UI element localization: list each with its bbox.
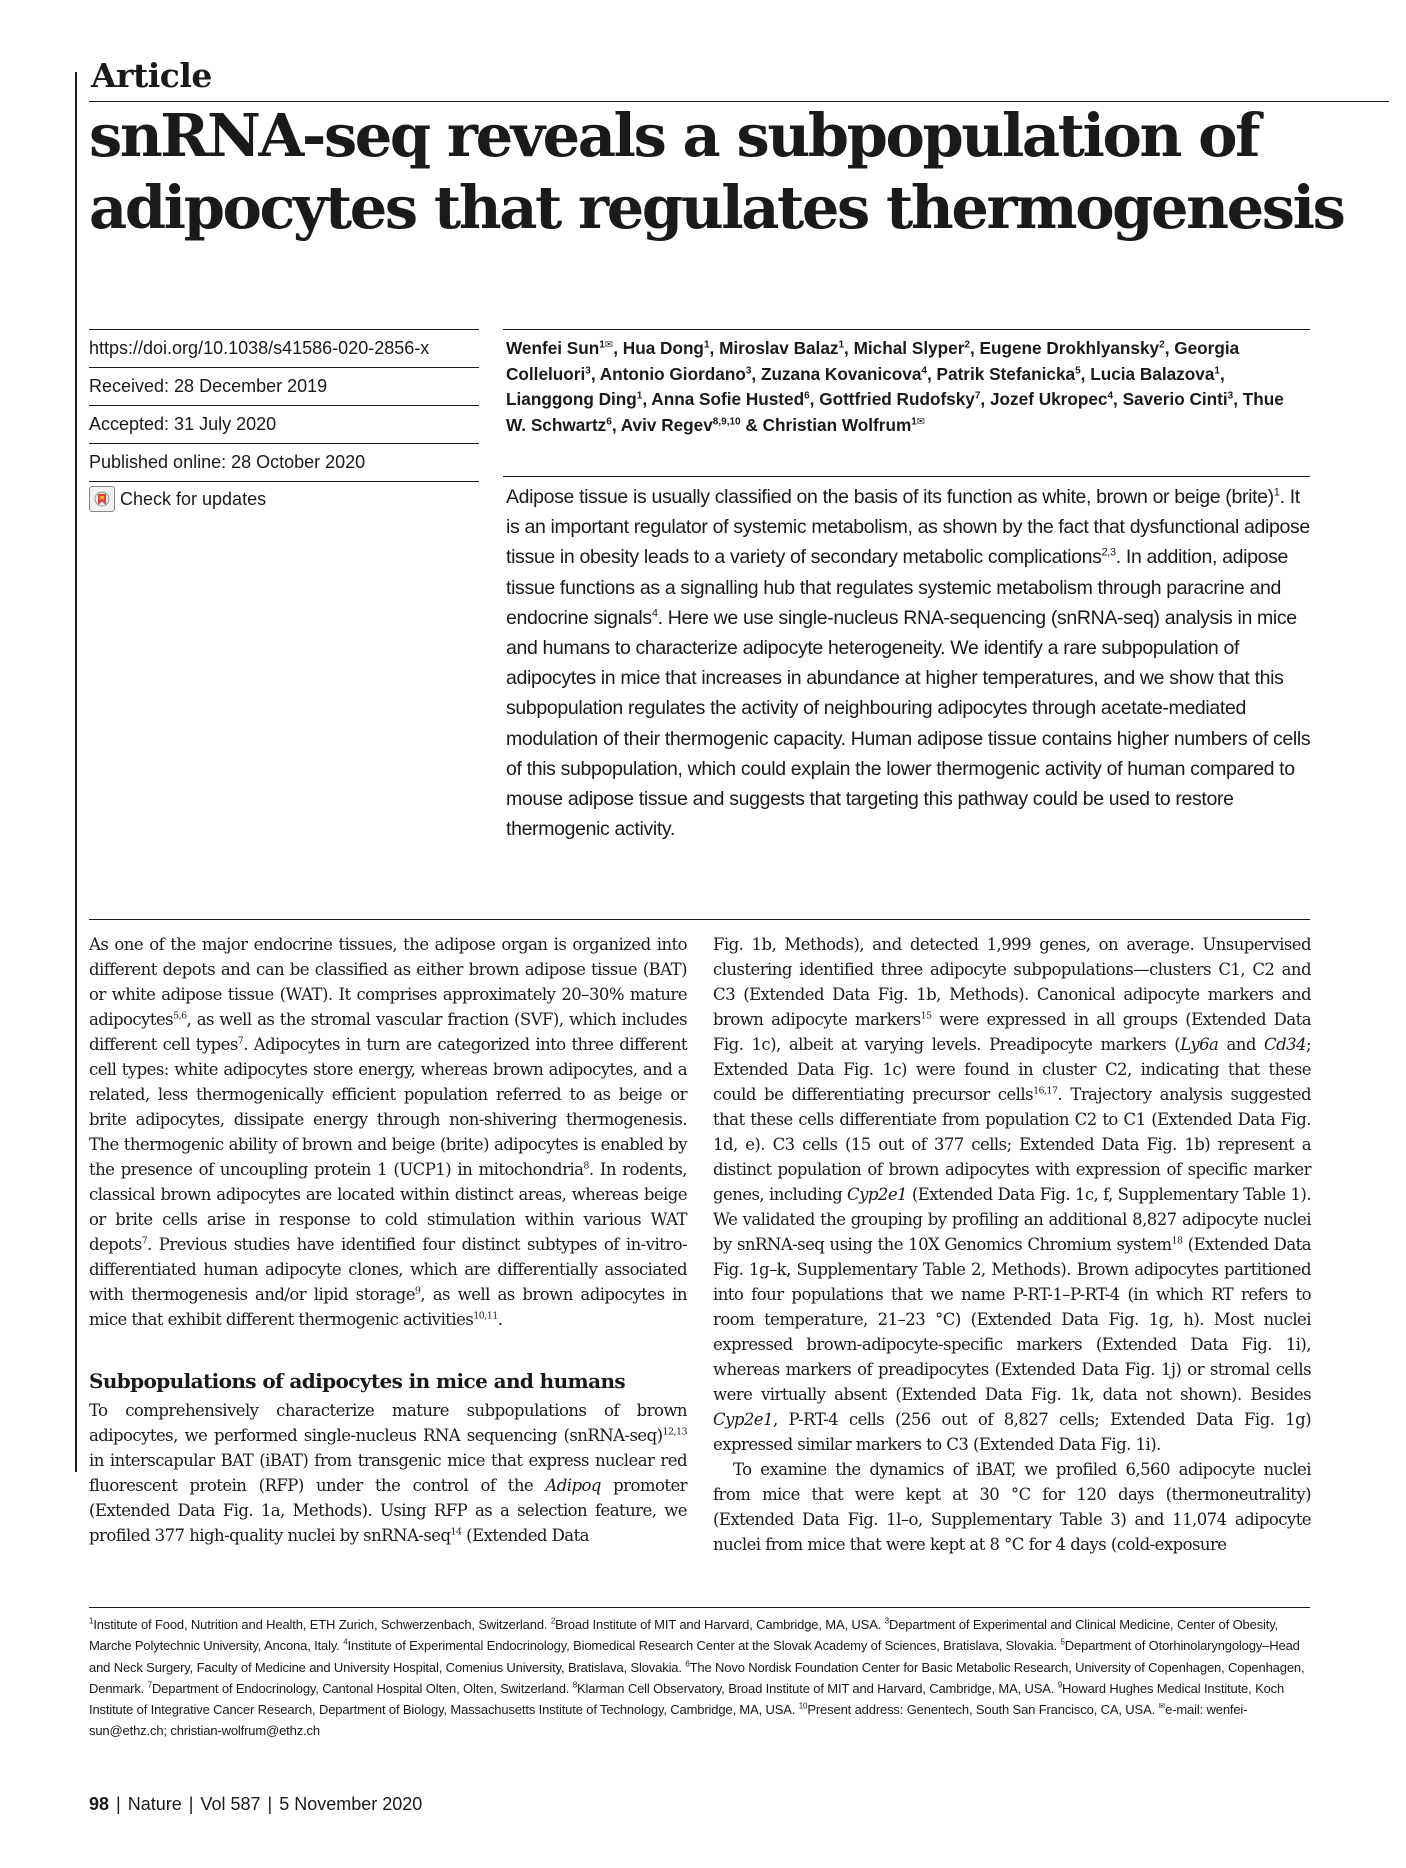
author-name: Lianggong Ding xyxy=(506,389,637,409)
text-run: Adipose tissue is usually classified on the basis of its function as white, brown or beige (brite) xyxy=(506,486,1274,508)
text-run: Broad Institute of MIT and Harvard, Cambridge, MA, USA. xyxy=(555,1617,885,1632)
citation-ref: 18 xyxy=(1171,1235,1183,1247)
text-run: in interscapular BAT (iBAT) from transgenic mice that express nuclear red fluorescent protein (RFP) under the control of the xyxy=(89,1451,687,1495)
section-heading: Subpopulations of adipocytes in mice and humans xyxy=(89,1369,626,1393)
citation-ref: 7 xyxy=(141,1235,148,1247)
text-run: . Trajectory analysis suggested that these cells differentiate from population C2 to C1 (Extended Data Fig. 1d, e). C3 cells (15 out of 377 cells; Extended Data Fig. 1b) represent a distinct population of brown adipocytes with expression of specific marker genes, including xyxy=(713,1085,1312,1204)
citation-ref: 8 xyxy=(583,1160,589,1172)
author-affiliation-ref: 4 xyxy=(1107,390,1114,402)
authors-rule xyxy=(503,329,1310,330)
text-run: . Previous studies have identified four distinct subtypes of in-vitro-differentiated human adipocyte clones, which are differentially associated with thermogenesis and/or lipid storage xyxy=(89,1235,687,1304)
text-run: Department of Endocrinology, Cantonal Hospital Olten, Olten, Switzerland. xyxy=(151,1680,573,1696)
citation-ref: 14 xyxy=(450,1526,462,1538)
author[interactable] xyxy=(937,364,1081,384)
author[interactable] xyxy=(1090,364,1220,384)
citation-ref: 8 xyxy=(572,1680,578,1690)
author[interactable] xyxy=(854,338,970,358)
author-name: Thue W. Schwartz xyxy=(506,389,1284,435)
dynamics-paragraph xyxy=(713,1457,1311,1557)
page-number: 98 xyxy=(89,1794,110,1814)
author-affiliation-ref: 5 xyxy=(1075,364,1081,376)
author-list: Wenfei Sun$^{1✉}$, Hua Dong$^1$, Miroslav Balaz$^1$, Michal Slyper$^2$, Eugene Drokhlyansky$^2$, Georgia Colleluori$^3$, Antonio Giordano$^3$, Zuzana Kovanicova$^4$, Patrik Stefanicka$^5$, Lucia Balazova$^1$, Lianggong Ding$^1$, Anna Sofie Husted$^6$, Gottfried Rudofsky$^7$, Jozef Ukropec$^4$, Saverio Cinti$^3$, Thue W. Schwartz$^6$, Aviv Regev$^{8,9,10}$ & Christian Wolfrum$^{1✉}$ xyxy=(506,338,1284,435)
citation-ref: 1 xyxy=(1273,486,1280,499)
continued-paragraph xyxy=(713,932,1311,1457)
author-conjunction: & xyxy=(745,414,758,435)
author[interactable] xyxy=(980,338,1165,358)
author-name: Wenfei Sun xyxy=(506,338,600,358)
text-run: , as well as the stromal vascular fraction (SVF), which includes different cell types xyxy=(89,1010,687,1054)
text-run: . Here we use single-nucleus RNA-sequencing (snRNA-seq) analysis in mice and humans to characterize adipocyte heterogeneity. We identify a rare subpopulation of adipocytes in mice that increases in abundance at higher temperatures, and we show that this subpopulation regulates the activity of neighbouring adipocytes through acetate-mediated modulation of their thermogenic capacity. Human adipose tissue contains higher numbers of cells of this subpopulation, which could explain the lower thermogenic activity of human compared to mouse adipose tissue and suggests that targeting this pathway could be used to restore thermogenic activity. xyxy=(506,606,1311,841)
author-affiliation-ref: 3 xyxy=(1227,390,1234,402)
author-affiliation-ref: 3 xyxy=(585,364,591,376)
author-name: Anna Sofie Husted xyxy=(651,389,805,409)
page-footer: 98 | Nature | Vol 587 | 5 November 2020 xyxy=(89,1794,423,1814)
article-type-label: Article xyxy=(91,56,212,95)
citation-ref: 9 xyxy=(414,1285,421,1297)
text-run: . xyxy=(497,1310,503,1329)
text-run: Klarman Cell Observatory, Broad Institute of MIT and Harvard, Cambridge, MA, USA. xyxy=(577,1680,1058,1696)
author-name: Eugene Drokhlyansky xyxy=(979,338,1160,358)
text-run: e-mail: wenfei-sun@ethz.ch; christian-wolfrum@ethz.ch xyxy=(89,1702,1248,1739)
author-affiliation-ref: 1✉ xyxy=(599,339,614,351)
main-text-column-2 xyxy=(713,932,1311,1557)
author-name: Saverio Cinti xyxy=(1122,389,1228,409)
text-run: To comprehensively characterize mature subpopulations of brown adipocytes, we performed single-nucleus RNA sequencing (snRNA-seq) xyxy=(89,1401,687,1445)
text-run: ; Extended Data Fig. 1c) were found in cluster C2, indicating that these could be differentiating precursor cells xyxy=(713,1035,1311,1104)
author[interactable] xyxy=(651,389,809,409)
gene-name: Cd34 xyxy=(1264,1035,1306,1054)
author-name: Michal Slyper xyxy=(853,338,965,358)
citation-ref: 10,11 xyxy=(473,1310,498,1322)
text-run: promoter (Extended Data Fig. 1a, Methods). Using RFP as a selection feature, we profiled 377 high-quality nuclei by snRNA-seq xyxy=(89,1476,687,1545)
main-text-column-1 xyxy=(89,932,687,1548)
journal-name: Nature xyxy=(127,1794,182,1814)
author-affiliation-ref: 4 xyxy=(921,364,927,376)
gene-name: Ly6a xyxy=(1180,1035,1219,1054)
author[interactable] xyxy=(990,389,1113,409)
citation-ref: 6 xyxy=(685,1659,690,1669)
text-run: As one of the major endocrine tissues, the adipose organ is organized into different depots and can be classified as either brown adipose tissue (BAT) or white adipose tissue (WAT). It comprises approximately 20–30% mature adipocytes xyxy=(89,935,687,1029)
author[interactable] xyxy=(761,364,927,384)
title-line-1: snRNA-seq reveals a subpopulation of xyxy=(89,101,1259,170)
author-name: Gottfried Rudofsky xyxy=(819,389,975,409)
text-run: (Extended Data Fig. 1c, f, Supplementary Table 1). We validated the grouping by profiling an additional 8,827 adipocyte nuclei by snRNA-seq using the 10X Genomics Chromium system xyxy=(713,1185,1312,1254)
issue-date: 5 November 2020 xyxy=(279,1794,423,1814)
author-name: Lucia Balazova xyxy=(1090,363,1215,384)
check-for-updates-label: Check for updates xyxy=(120,488,267,509)
received-date: Received: 28 December 2019 xyxy=(89,367,479,405)
author-affiliation-ref: 8,9,10 xyxy=(712,415,741,427)
citation-ref: 2,3 xyxy=(1101,546,1116,559)
author-affiliation-ref: 1 xyxy=(636,390,643,402)
author-affiliation-ref: 1 xyxy=(703,339,710,351)
text-run: (Extended Data Fig. 1g–k, Supplementary Table 2, Methods). Brown adipocytes partitioned into four populations that we name P-RT-1–P-RT-4 (in which RT refers to room temperature, 21–23 °C) (Extended Data Fig. 1g, h). Most nuclei expressed brown-adipocyte-specific markers (Extended Data Fig. 1i), whereas markers of preadipocytes (Extended Data Fig. 1j) or stromal cells were virtually absent (Extended Data Fig. 1k, data not shown). Besides xyxy=(713,1235,1311,1404)
article-title xyxy=(89,100,1349,244)
author-name: Zuzana Kovanicova xyxy=(760,363,922,384)
author-affiliation-ref: 6 xyxy=(606,415,612,427)
text-run: . Adipocytes in turn are categorized into three different cell types: white adipocytes store energy, whereas brown adipocytes, and a related, less thermogenically efficient population referred to as beige or brite adipocytes, dissipate energy through non-shivering thermogenesis. The thermogenic ability of brown and beige (brite) adipocytes is enabled by the presence of uncoupling protein 1 (UCP1) in mitochondria xyxy=(89,1035,687,1179)
citation-ref: 1 xyxy=(89,1616,94,1626)
author[interactable] xyxy=(506,389,642,409)
text-run: Institute of Experimental Endocrinology, Biomedical Research Center at the Slovak Academy of Sciences, Bratislava, Slovakia. xyxy=(347,1638,1061,1654)
volume: Vol 587 xyxy=(200,1794,261,1814)
citation-ref: 3 xyxy=(884,1616,889,1626)
article-metadata xyxy=(89,329,479,512)
text-run: Department of Otorhinolaryngology–Head and Neck Surgery, Faculty of Medicine and University Hospital, Comenius University, Bratislava, Slovakia. xyxy=(89,1638,1300,1675)
citation-ref: 5 xyxy=(1060,1637,1065,1647)
crossmark-icon xyxy=(89,486,115,512)
author-name: Patrik Stefanicka xyxy=(936,363,1076,384)
left-margin-rule xyxy=(75,72,77,1472)
citation-ref: 7 xyxy=(237,1035,244,1047)
author-name: Christian Wolfrum xyxy=(762,414,912,435)
text-run: . In rodents, classical brown adipocytes are located within distinct areas, whereas beige or brite cells arise in response to cold stimulation within various WAT depots xyxy=(89,1160,687,1254)
text-run: Fig. 1b, Methods), and detected 1,999 genes, on average. Unsupervised clustering identified three adipocyte subpopulations—clusters C1, C2 and C3 (Extended Data Fig. 1b, Methods). Canonical adipocyte markers and brown adipocyte markers xyxy=(713,935,1311,1029)
gene-name: Cyp2e1 xyxy=(847,1185,907,1204)
citation-ref: 7 xyxy=(147,1680,152,1690)
gene-name: Cyp2e1 xyxy=(713,1410,773,1429)
doi-link[interactable]: https://doi.org/10.1038/s41586-020-2856-x xyxy=(89,329,479,367)
author-affiliation-ref: 3 xyxy=(745,364,752,376)
citation-ref: 10 xyxy=(798,1701,808,1711)
abstract xyxy=(506,482,1312,844)
text-run: The Novo Nordisk Foundation Center for Basic Metabolic Research, University of Copenhagen, Copenhagen, Denmark. xyxy=(89,1659,1305,1696)
text-run: . In addition, adipose tissue functions as a signalling hub that regulates systemic metabolism through paracrine and endocrine signals xyxy=(506,546,1289,629)
body-rule xyxy=(89,919,1310,920)
gene-name: Adipoq xyxy=(545,1476,601,1495)
published-date: Published online: 28 October 2020 xyxy=(89,443,479,482)
citation-ref: 2 xyxy=(550,1616,556,1626)
accepted-date: Accepted: 31 July 2020 xyxy=(89,405,479,443)
author-affiliation-ref: 1✉ xyxy=(911,415,926,427)
author-affiliation-ref: 1 xyxy=(838,339,845,351)
citation-ref: 4 xyxy=(651,607,658,620)
text-run: (Extended Data xyxy=(461,1526,589,1545)
text-run: , P-RT-4 cells (256 out of 8,827 cells; Extended Data Fig. 1g) expressed similar markers to C3 (Extended Data Fig. 1i). xyxy=(713,1410,1311,1454)
author-name: Antonio Giordano xyxy=(599,363,746,384)
author-name: Georgia Colleluori xyxy=(506,338,1240,384)
text-run: and xyxy=(1218,1035,1264,1054)
check-for-updates-button[interactable] xyxy=(89,486,479,512)
author[interactable] xyxy=(623,338,710,358)
affiliations xyxy=(89,1614,1311,1742)
author[interactable] xyxy=(719,338,844,358)
author[interactable] xyxy=(621,415,741,435)
text-run: Department of Experimental and Clinical Medicine, Center of Obesity, Marche Polytechnic University, Ancona, Italy. xyxy=(89,1617,1279,1654)
author[interactable] xyxy=(600,364,752,384)
author-affiliation-ref: 1 xyxy=(1214,364,1220,376)
abstract-rule xyxy=(503,476,1310,477)
text-run: To examine the dynamics of iBAT, we profiled 6,560 adipocyte nuclei from mice that were kept at 30 °C for 120 days (thermoneutrality) (Extended Data Fig. 1l–o, Supplementary Table 3) and 11,074 adipocyte nuclei from mice that were kept at 8 °C for 4 days (cold-exposure xyxy=(713,1460,1311,1554)
affiliations-rule xyxy=(89,1607,1310,1608)
author-name: Miroslav Balaz xyxy=(719,338,839,358)
author-name: Jozef Ukropec xyxy=(989,389,1108,409)
section-paragraph xyxy=(89,1398,687,1548)
author[interactable] xyxy=(1123,389,1234,409)
author[interactable] xyxy=(506,338,613,358)
text-run: were expressed in all groups (Extended Data Fig. 1c), albeit at varying levels. Preadipocyte markers ( xyxy=(713,1010,1312,1054)
citation-ref: 5,6 xyxy=(173,1010,187,1022)
text-run: Present address: Genentech, South San Francisco, CA, USA. xyxy=(807,1702,1159,1718)
citation-ref: 9 xyxy=(1057,1680,1063,1690)
author-name: Hua Dong xyxy=(622,338,704,358)
author[interactable] xyxy=(819,389,980,409)
title-line-2: adipocytes that regulates thermogenesis xyxy=(89,173,1344,242)
text-run: , as well as brown adipocytes in mice that exhibit different thermogenic activities xyxy=(89,1285,687,1329)
text-run: Institute of Food, Nutrition and Health, ETH Zurich, Schwerzenbach, Switzerland. xyxy=(93,1617,551,1632)
text-run: Howard Hughes Medical Institute, Koch Institute of Integrative Cancer Research, Department of Biology, Massachusetts Institute of Technology, Cambridge, MA, USA. xyxy=(89,1680,1285,1718)
author-affiliation-ref: 6 xyxy=(804,390,810,402)
author-name: Aviv Regev xyxy=(620,414,713,435)
citation-ref: 12,13 xyxy=(662,1426,687,1438)
citation-ref: ✉ xyxy=(1158,1701,1166,1711)
author-affiliation-ref: 7 xyxy=(974,390,981,402)
author-affiliation-ref: 2 xyxy=(964,339,970,351)
author-affiliation-ref: 2 xyxy=(1159,339,1165,351)
text-run: . It is an important regulator of systemic metabolism, as shown by the fact that dysfunctional adipose tissue in obesity leads to a variety of secondary metabolic complications xyxy=(506,486,1310,569)
citation-ref: 16,17 xyxy=(1033,1085,1058,1097)
intro-paragraph xyxy=(89,932,687,1332)
citation-ref: 15 xyxy=(920,1010,932,1022)
citation-ref: 4 xyxy=(343,1637,348,1647)
author[interactable] xyxy=(763,415,926,435)
